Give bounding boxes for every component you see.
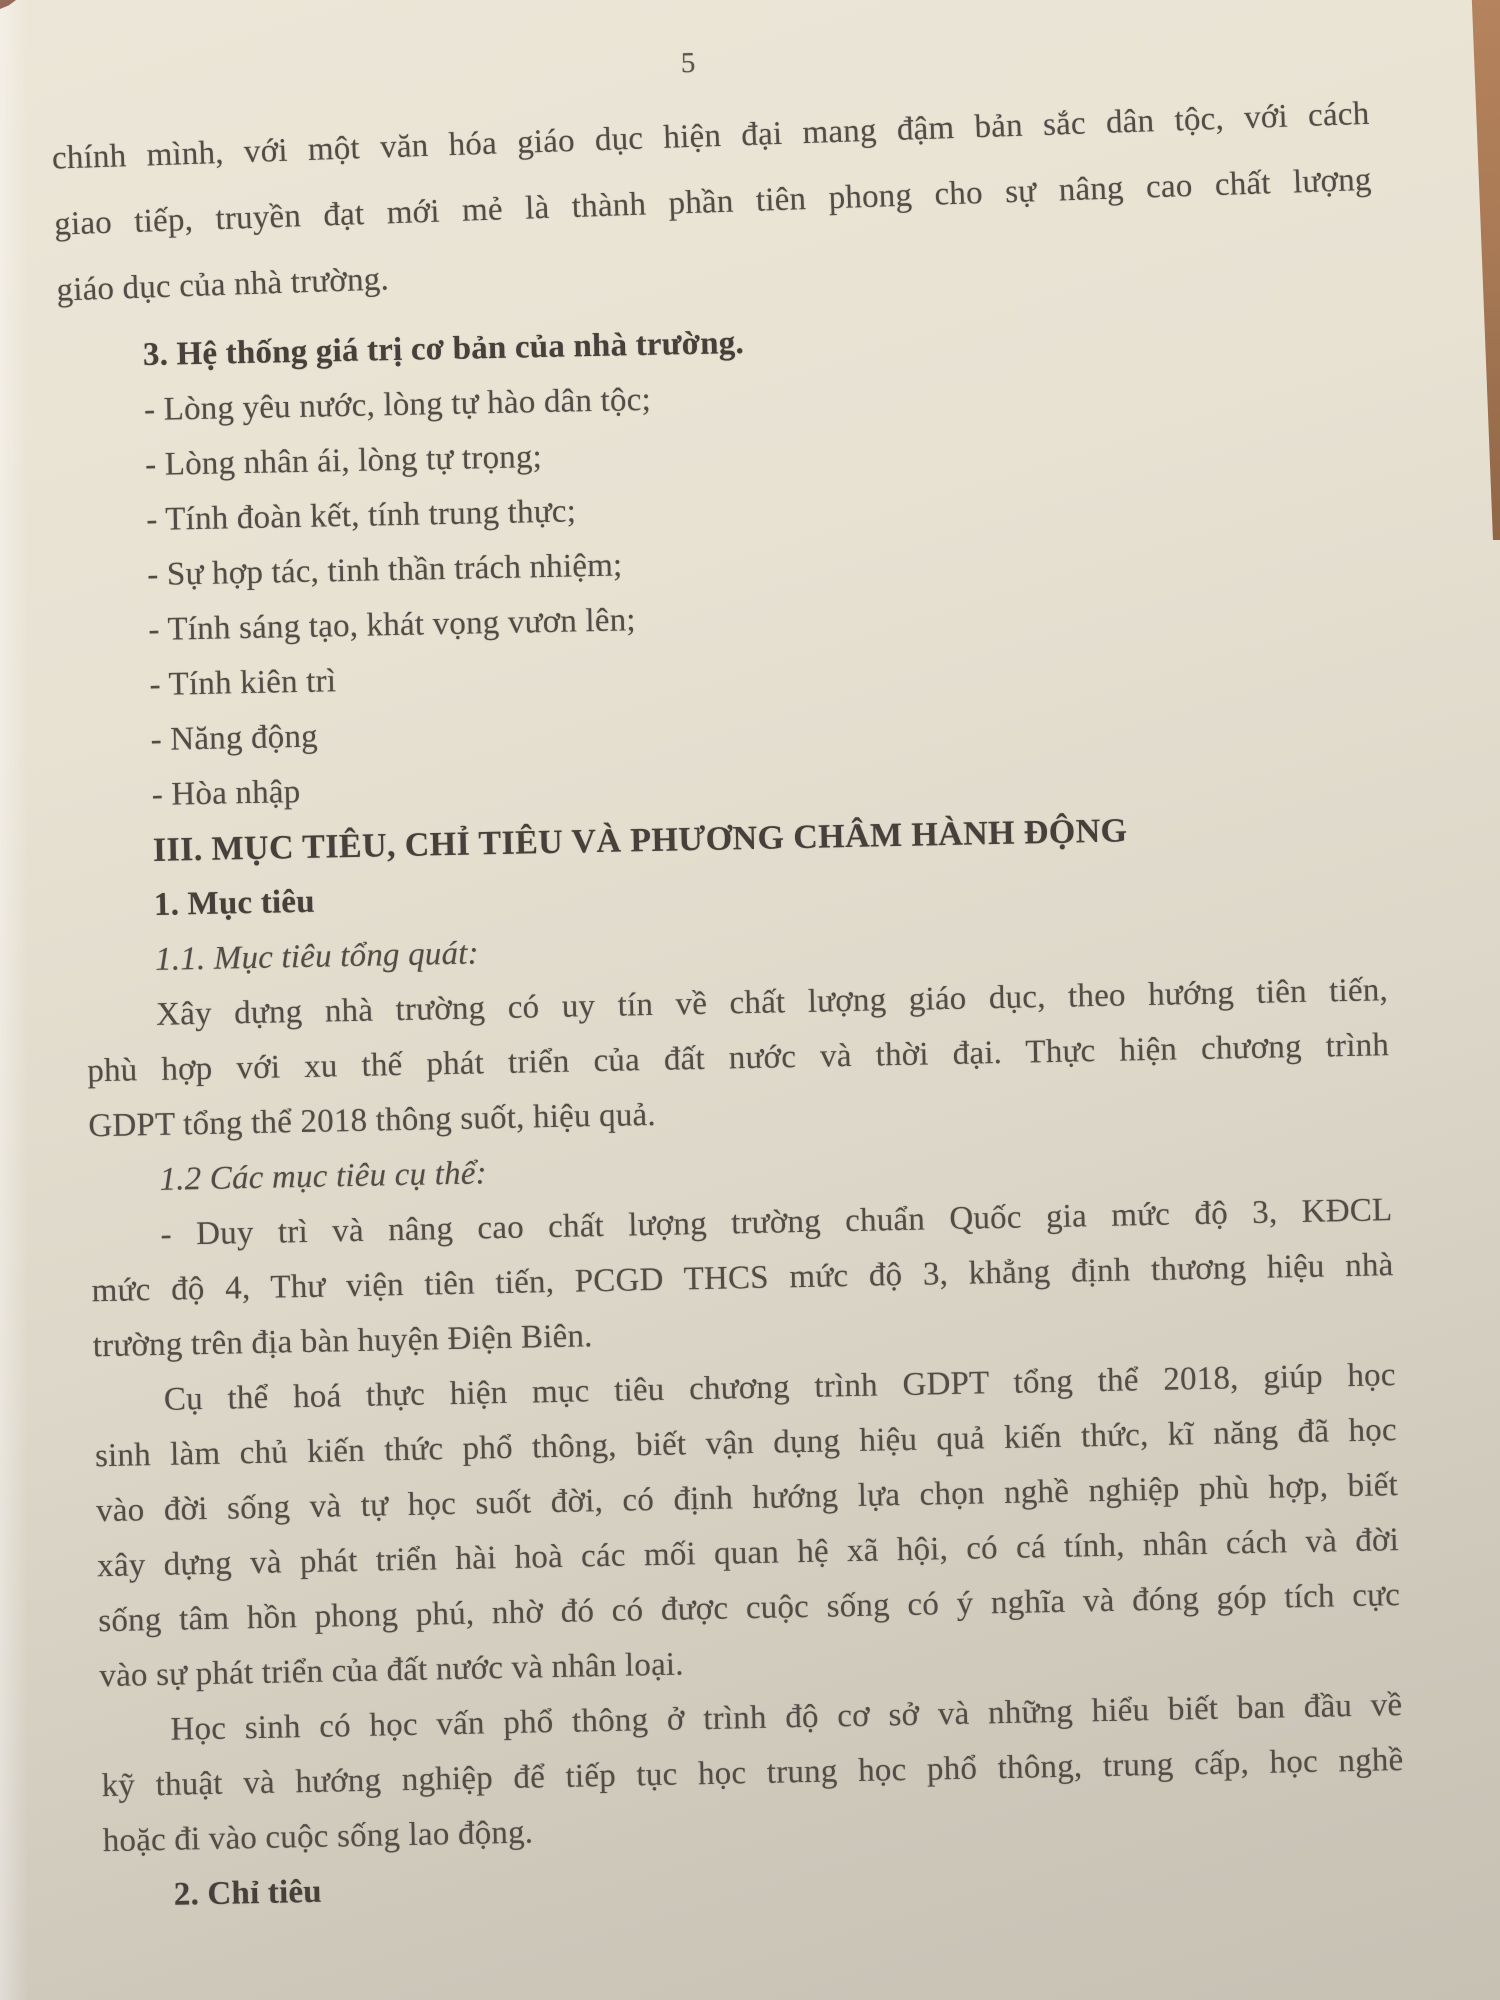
specific-objectives-heading: 1.2 Các mục tiêu cụ thể: [159, 1155, 488, 1198]
text-line: trường trên địa bàn huyện Điện Biên. [92, 1318, 593, 1365]
specific-objective-paragraph-1 [90, 1183, 1395, 1374]
value-item: - Tính sáng tạo, khát vọng vươn lên; [148, 602, 637, 648]
text-line: hoặc đi vào cuộc sống lao động. [102, 1814, 534, 1860]
text-line: Cụ thể hoá thực hiện mục tiêu chương trình GDPT tổng thể 2018, giúp học [163, 1357, 1397, 1418]
text-line: Xây dựng nhà trường có uy tín về chất lượng giáo dục, theo hướng tiên tiến, [155, 972, 1389, 1033]
value-item: - Tính đoàn kết, tính trung thực; [145, 493, 577, 539]
value-item: - Năng động [150, 718, 319, 758]
text-line: chính mình, với một văn hóa giáo dục hiện đại mang đậm bản sắc dân tộc, với cách [51, 95, 1370, 177]
objectives-heading: 1. Mục tiêu [153, 883, 316, 923]
specific-objective-paragraph-2 [93, 1348, 1401, 1704]
text-line: - Duy trì và nâng cao chất lượng trường chuẩn Quốc gia mức độ 3, KĐCL [160, 1192, 1393, 1253]
value-item: - Hòa nhập [151, 773, 301, 813]
intro-paragraph [51, 81, 1375, 324]
text-line: giao tiếp, truyền đạt mới mẻ là thành phần tiên phong cho sự nâng cao chất lượng [53, 161, 1373, 243]
text-line: xây dựng và phát triển hài hoà các mối quan hệ xã hội, có cá tính, nhân cách và đời [96, 1522, 1400, 1585]
text-line: Học sinh có học vấn phổ thông ở trình độ cơ sở và những hiểu biết ban đầu về [170, 1687, 1403, 1748]
text-line: mức độ 4, Thư viện tiên tiến, PCGD THCS mức độ 3, khẳng định thương hiệu nhà [91, 1247, 1394, 1310]
targets-heading: 2. Chỉ tiêu [173, 1873, 323, 1913]
value-item: - Lòng nhân ái, lòng tự trọng; [144, 439, 543, 484]
text-line: vào sự phát triển của đất nước và nhân loại. [99, 1646, 685, 1695]
page-number: 5 [680, 46, 696, 80]
general-objective-paragraph [86, 963, 1391, 1154]
value-item: - Lòng yêu nước, lòng tự hào dân tộc; [143, 381, 652, 429]
text-line: kỹ thuật và hướng nghiệp để tiếp tục học trung học phổ thông, trung cấp, học nghề [101, 1742, 1404, 1805]
text-line: sống tâm hồn phong phú, nhờ đó có được cuộc sống có ý nghĩa và đóng góp tích cực [97, 1577, 1401, 1640]
general-objective-heading: 1.1. Mục tiêu tổng quát: [154, 935, 480, 978]
section-3-heading: 3. Hệ thống giá trị cơ bản của nhà trường. [142, 324, 745, 374]
value-item: - Tính kiên trì [149, 663, 337, 703]
core-values-list [74, 358, 1385, 824]
specific-objective-paragraph-3 [100, 1678, 1405, 1869]
text-line: giáo dục của nhà trường. [55, 261, 390, 309]
text-line: phù hợp với xu thế phát triển của đất nước và thời đại. Thực hiện chương trình [86, 1027, 1390, 1090]
text-line: vào đời sống và tự học suốt đời, có định hướng lựa chọn nghề nghiệp phù hợp, biết [95, 1467, 1399, 1530]
text-line: GDPT tổng thể 2018 thông suốt, hiệu quả. [88, 1096, 657, 1145]
value-item: - Sự hợp tác, tinh thần trách nhiệm; [146, 547, 623, 594]
corner-mark [0, 0, 16, 9]
section-iii-heading: III. MỤC TIÊU, CHỈ TIÊU VÀ PHƯƠNG CHÂM HÀNH ĐỘNG [152, 812, 1128, 869]
text-line: sinh làm chủ kiến thức phổ thông, biết vận dụng hiệu quả kiến thức, kĩ năng đã học [94, 1412, 1398, 1475]
